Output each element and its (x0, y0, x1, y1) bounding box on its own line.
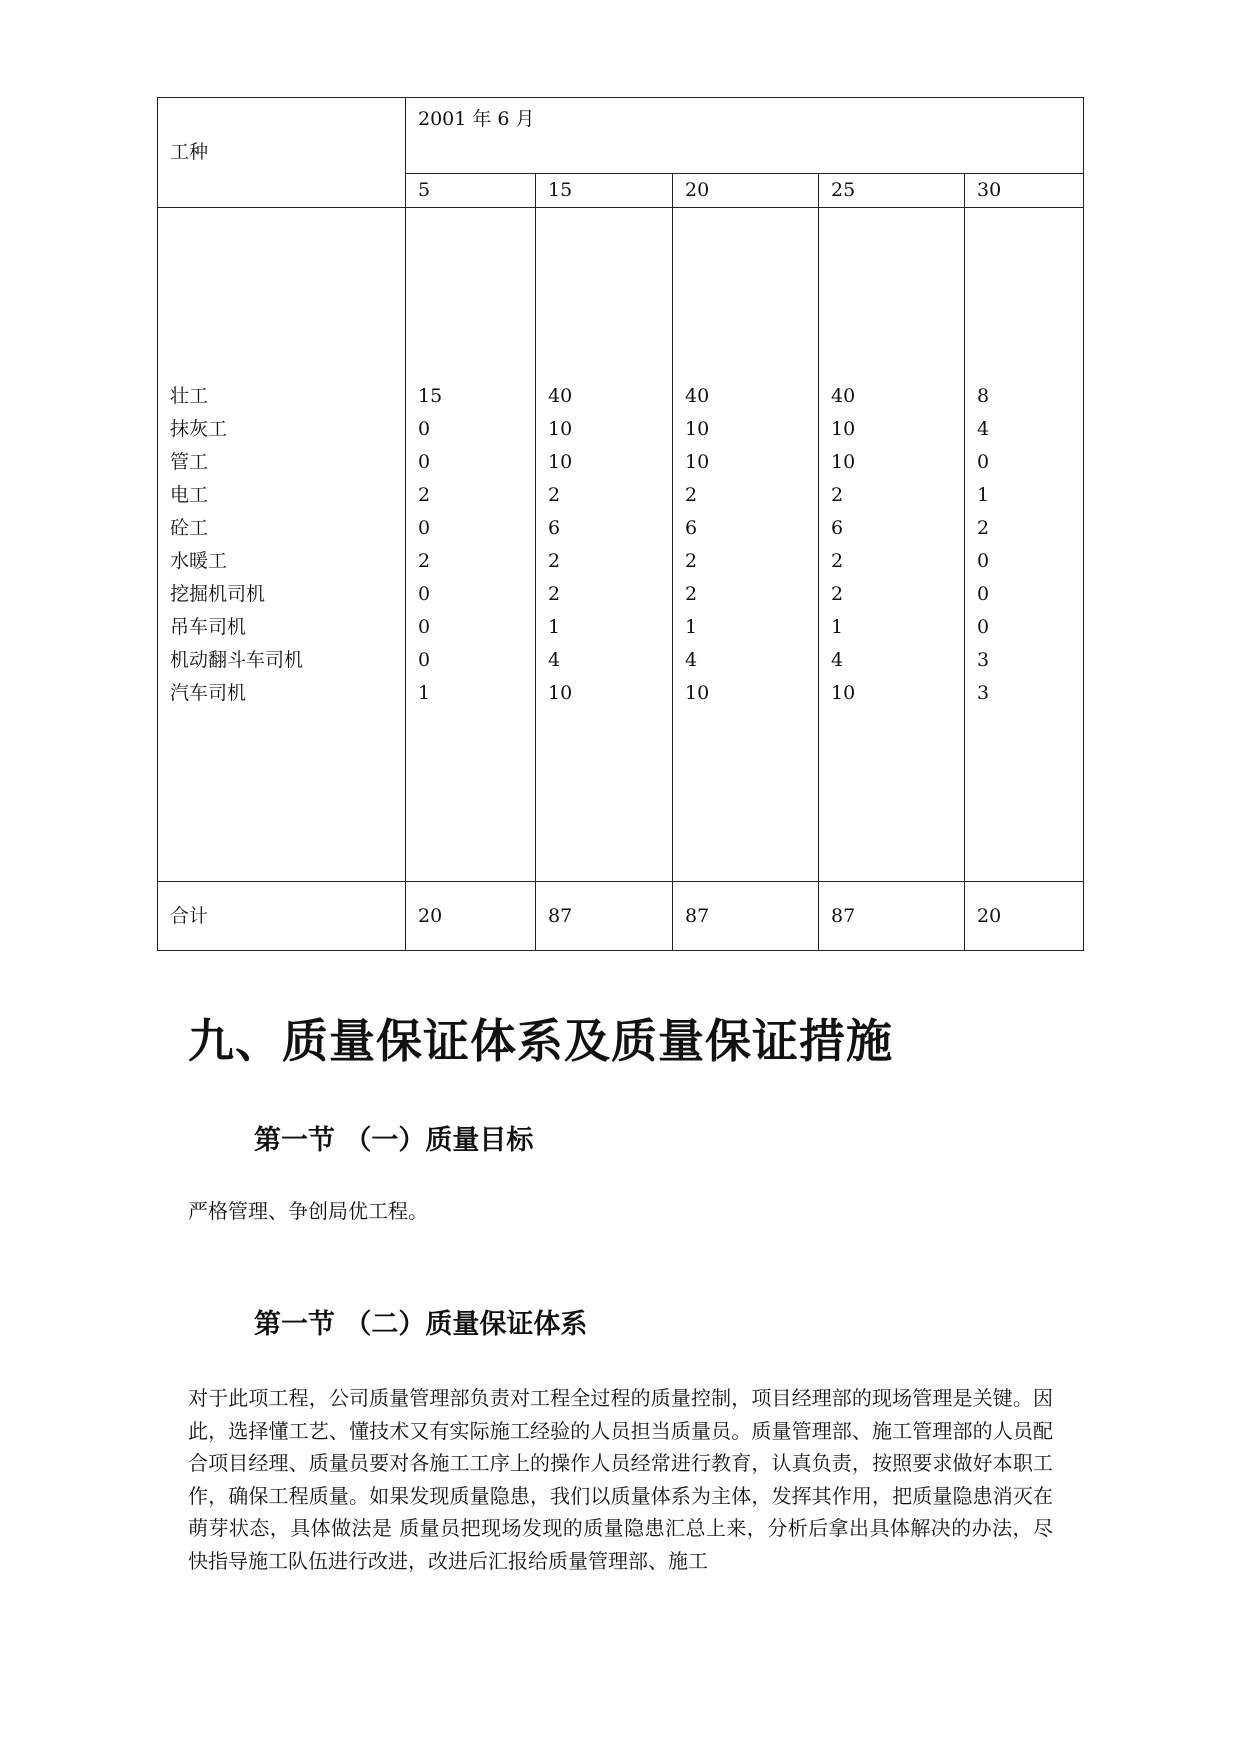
header-date: 15 (536, 174, 673, 208)
count-column (406, 208, 536, 882)
count-cell: 0 (418, 615, 431, 638)
header-date: 20 (673, 174, 819, 208)
count-cell: 40 (685, 384, 710, 407)
count-cell: 2 (548, 549, 561, 572)
count-cell: 0 (977, 450, 990, 473)
total-cell: 20 (406, 882, 536, 951)
trade-name: 电工 (170, 483, 209, 506)
count-cell: 10 (548, 681, 573, 704)
header-date: 5 (406, 174, 536, 208)
count-cell: 3 (977, 681, 990, 704)
count-cell: 2 (418, 483, 431, 506)
trade-name: 吊车司机 (170, 615, 247, 638)
count-cell: 6 (548, 516, 561, 539)
section-heading: 第一节 （一）质量目标 (254, 1125, 534, 1156)
count-cell: 2 (831, 483, 844, 506)
trade-name: 机动翻斗车司机 (170, 648, 304, 671)
count-cell: 10 (548, 450, 573, 473)
count-cell: 10 (685, 450, 710, 473)
count-cell: 1 (977, 483, 990, 506)
trade-name: 汽车司机 (170, 681, 247, 704)
trade-name: 抹灰工 (170, 417, 228, 440)
count-cell: 10 (685, 681, 710, 704)
trade-name: 壮工 (170, 384, 209, 407)
count-cell: 1 (831, 615, 844, 638)
count-cell: 8 (977, 384, 990, 407)
total-cell: 20 (965, 882, 1084, 951)
count-cell: 2 (831, 582, 844, 605)
count-column (819, 208, 965, 882)
count-cell: 2 (685, 582, 698, 605)
count-cell: 0 (418, 516, 431, 539)
trade-name: 水暖工 (170, 549, 228, 572)
count-cell: 40 (831, 384, 856, 407)
count-cell: 0 (418, 417, 431, 440)
count-cell: 10 (831, 681, 856, 704)
total-label: 合计 (158, 882, 406, 951)
count-cell: 0 (418, 450, 431, 473)
count-cell: 3 (977, 648, 990, 671)
count-cell: 4 (548, 648, 561, 671)
count-cell: 2 (977, 516, 990, 539)
count-cell: 0 (418, 582, 431, 605)
count-cell: 2 (548, 582, 561, 605)
header-date: 30 (965, 174, 1084, 208)
count-cell: 6 (831, 516, 844, 539)
section-paragraph: 对于此项工程，公司质量管理部负责对工程全过程的质量控制，项目经理部的现场管理是关键。因此，选择懂工艺、懂技术又有实际施工经验的人员担当质量员。质量管理部、施工管理部的人员配合项目经理、质量员要对各施工工序上的操作人员经常进行教育，认真负责，按照要求做好本职工作，确保工程质量。如果发现质量隐患，我们以质量体系为主体，发挥其作用，把质量隐患消灭在萌芽状态，具体做法是 质量员把现场发现的质量隐患汇总上来，分析后拿出具体解决的办法，尽快指导施工队伍进行改进，改进后汇报给质量管理部、施工 (188, 1386, 1053, 1573)
count-cell: 4 (977, 417, 990, 440)
count-cell: 10 (685, 417, 710, 440)
count-cell: 0 (977, 615, 990, 638)
count-cell: 4 (685, 648, 698, 671)
count-cell: 2 (685, 549, 698, 572)
count-column (536, 208, 673, 882)
total-cell: 87 (536, 882, 673, 951)
count-cell: 10 (831, 417, 856, 440)
trade-name: 挖掘机司机 (170, 582, 266, 605)
count-cell: 2 (831, 549, 844, 572)
count-cell: 10 (831, 450, 856, 473)
section-heading: 第一节 （二）质量保证体系 (254, 1309, 588, 1340)
count-cell: 1 (418, 681, 431, 704)
count-cell: 15 (418, 384, 443, 407)
count-cell: 0 (418, 648, 431, 671)
header-date: 25 (819, 174, 965, 208)
count-cell: 1 (548, 615, 561, 638)
count-cell: 2 (685, 483, 698, 506)
count-column (673, 208, 819, 882)
count-column (965, 208, 1084, 882)
count-cell: 4 (831, 648, 844, 671)
trade-list (158, 208, 406, 882)
trade-name: 管工 (170, 450, 209, 473)
total-cell: 87 (819, 882, 965, 951)
chapter-title: 九、质量保证体系及质量保证措施 (188, 1014, 893, 1068)
trade-name: 砼工 (170, 516, 209, 539)
count-cell: 2 (418, 549, 431, 572)
count-cell: 2 (548, 483, 561, 506)
count-cell: 0 (977, 549, 990, 572)
header-period: 2001 年 6 月 (406, 98, 1084, 174)
header-trade: 工种 (158, 98, 406, 208)
count-cell: 10 (548, 417, 573, 440)
total-cell: 87 (673, 882, 819, 951)
count-cell: 40 (548, 384, 573, 407)
count-cell: 1 (685, 615, 698, 638)
labor-table (157, 97, 1084, 951)
section-paragraph: 严格管理、争创局优工程。 (188, 1199, 428, 1223)
count-cell: 6 (685, 516, 698, 539)
count-cell: 0 (977, 582, 990, 605)
